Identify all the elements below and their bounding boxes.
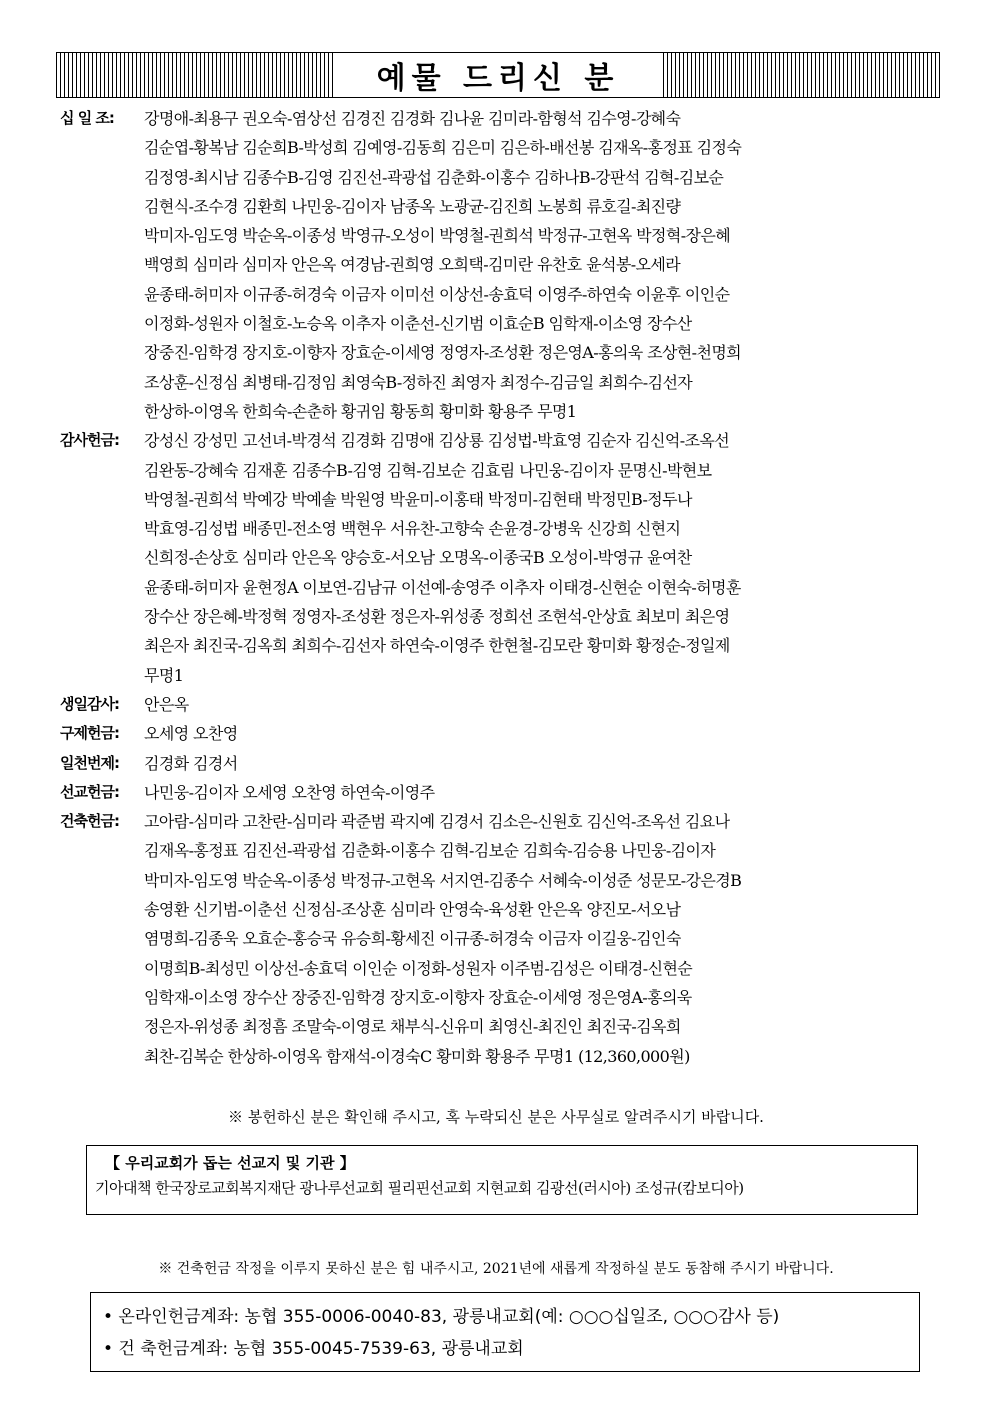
- donor-line: 이명희B-최성민 이상선-송효덕 이인순 이정화-성원자 이주범-김성은 이태경-신현순: [144, 958, 693, 978]
- donor-line: 박미자-임도영 박순옥-이종성 박정규-고현옥 서지연-김종수 서혜숙-이성준 성문모-강은경B: [144, 870, 742, 890]
- donor-line: 강명애-최용구 권오숙-염상선 김경진 김경화 김나윤 김미라-함형석 김수영-강혜숙: [144, 109, 681, 128]
- donor-lines: [144, 719, 940, 748]
- donor-line: 윤종태-허미자 이규종-허경숙 이금자 이미선 이상선-송효덕 이영주-하연숙 이윤후 이인순: [144, 284, 730, 304]
- mission-title: 【 우리교회가 돕는 선교지 및 기관 】: [105, 1154, 355, 1172]
- page-title: 예물 드리신 분: [376, 61, 620, 96]
- donor-line: 박영철-권희석 박예강 박예솔 박원영 박윤미-이홍태 박정미-김현태 박정민B-정두나: [144, 489, 692, 509]
- donor-line: 이정화-성원자 이철호-노승옥 이추자 이춘선-신기범 이효순B 임학재-이소영 장수산: [144, 314, 692, 334]
- donor-line: 임학재-이소영 장수산 장중진-임학경 장지호-이향자 장효순-이세영 정은영A-홍의욱: [144, 987, 692, 1007]
- donor-line: 무명1: [144, 665, 184, 685]
- mission-box: [86, 1145, 918, 1215]
- donor-line: 장수산 장은혜-박정혁 정영자-조성환 정은자-위성종 정희선 조현석-안상효 최보미 최은영: [144, 607, 730, 627]
- offering-section: [60, 778, 940, 807]
- donor-line: 한상하-이영옥 한희숙-손춘하 황귀임 황동희 황미화 황용주 무명1: [144, 401, 577, 421]
- section-label: 구제헌금:: [60, 724, 119, 743]
- offering-section: [60, 690, 940, 719]
- offering-section: [60, 426, 940, 690]
- title-box: [333, 52, 663, 98]
- donor-line: 나민웅-김이자 오세영 오찬영 하연숙-이영주: [144, 782, 435, 802]
- donor-line: 김경화 김경서: [144, 753, 238, 773]
- donor-line: 최은자 최진국-김옥희 최희수-김선자 하연숙-이영주 한현철-김모란 황미화 황정순-정일제: [144, 636, 730, 656]
- donor-line: 고아람-심미라 고찬란-심미라 곽준범 곽지예 김경서 김소은-신원호 김신억-조옥선 김요나: [144, 812, 730, 832]
- donor-line: 장중진-임학경 장지호-이향자 장효순-이세영 정영자-조성환 정은영A-홍의욱 조상현-천명희: [144, 343, 742, 363]
- account-box: [90, 1292, 920, 1372]
- title-stripes-left: [56, 52, 333, 98]
- section-label: 감사헌금:: [60, 431, 119, 450]
- donor-line: 백영희 심미라 심미자 안은옥 여경남-권희영 오희택-김미란 유찬호 윤석봉-오세라: [144, 255, 681, 275]
- donor-lines: [144, 104, 940, 426]
- section-label: 건축헌금:: [60, 812, 119, 831]
- donor-line: 김재옥-홍정표 김진선-곽광섭 김춘화-이홍수 김혁-김보순 김희숙-김승용 나민웅-김이자: [144, 841, 716, 861]
- donor-lines: [144, 749, 940, 778]
- donor-line: 김순엽-황복남 김순희B-박성희 김예영-김동희 김은미 김은하-배선봉 김재옥-홍정표 김정숙: [144, 138, 742, 158]
- donor-lines: [144, 807, 940, 1071]
- title-stripes-right: [663, 52, 940, 98]
- donor-line: 신희정-손상호 심미라 안은옥 양승호-서오남 오명옥-이종국B 오성이-박영규 윤여찬: [144, 548, 692, 568]
- donor-line: 박미자-임도영 박순옥-이종성 박영규-오성이 박영철-권희석 박정규-고현옥 박정혁-장은혜: [144, 226, 731, 246]
- donor-line: 정은자-위성종 최정흠 조말숙-이영로 채부식-신유미 최영신-최진인 최진국-김옥희: [144, 1017, 681, 1037]
- donor-line: 김완동-강혜숙 김재훈 김종수B-김영 김혁-김보순 김효림 나민웅-김이자 문명신-박현보: [144, 460, 712, 480]
- account-online: • 온라인헌금계좌: 농협 355-0006-0040-83, 광릉내교회(예: ○○○십일조, ○○○감사 등): [103, 1307, 780, 1327]
- section-label: 생일감사:: [60, 694, 119, 713]
- title-band: [56, 52, 940, 98]
- offering-section: [60, 749, 940, 778]
- donor-lines: [144, 778, 940, 807]
- offering-list: [60, 104, 940, 1071]
- section-label: 일천번제:: [60, 753, 119, 772]
- section-label: 십 일 조:: [60, 109, 114, 127]
- offering-section: [60, 807, 940, 1071]
- donor-line: 윤종태-허미자 윤현정A 이보연-김남규 이선예-송영주 이추자 이태경-신현순 이현숙-허명훈: [144, 577, 741, 597]
- donor-line: 강성신 강성민 고선녀-박경석 김경화 김명애 김상룡 김성법-박효영 김순자 김신억-조옥선: [144, 431, 730, 451]
- donor-line: 박효영-김성법 배종민-전소영 백현우 서유찬-고향숙 손윤경-강병욱 신강희 신현지: [144, 519, 681, 539]
- donor-line: 안은옥: [144, 694, 189, 714]
- donor-line: 김정영-최시남 김종수B-김영 김진선-곽광섭 김춘화-이홍수 김하나B-강판석 김혁-김보순: [144, 167, 724, 187]
- donor-line: 최찬-김복순 한상하-이영옥 함재석-이경숙C 황미화 황용주 무명1 (12,360,000원): [144, 1046, 690, 1066]
- donor-line: 염명희-김종욱 오효순-홍승국 유승희-황세진 이규종-허경숙 이금자 이길웅-김인숙: [144, 929, 681, 949]
- account-building: • 건 축헌금계좌: 농협 355-0045-7539-63, 광릉내교회: [103, 1339, 524, 1359]
- donor-line: 김현식-조수경 김환희 나민웅-김이자 남종옥 노광균-김진희 노봉희 류호길-최진량: [144, 196, 681, 216]
- donor-line: 조상훈-신정심 최병태-김정임 최영숙B-정하진 최영자 최정수-김금일 최희수-김선자: [144, 372, 693, 392]
- offering-section: [60, 104, 940, 426]
- section-label: 선교헌금:: [60, 782, 119, 801]
- building-notice: ※ 건축헌금 작정을 이루지 못하신 분은 힘 내주시고, 2021년에 새롭게 작정하실 분도 동참해 주시기 바랍니다.: [158, 1261, 834, 1277]
- offering-section: [60, 719, 940, 748]
- donor-line: 송영환 신기범-이춘선 신정심-조상훈 심미라 안영숙-육성환 안은옥 양진모-서오남: [144, 900, 681, 920]
- mission-list: 기아대책 한국장로교회복지재단 광나루선교회 필리핀선교회 지현교회 김광선(러시아) 조성규(캄보디아): [95, 1179, 744, 1197]
- donor-lines: [144, 690, 940, 719]
- donor-line: 오세영 오찬영: [144, 724, 238, 744]
- confirm-notice: ※ 봉헌하신 분은 확인해 주시고, 혹 누락되신 분은 사무실로 알려주시기 바랍니다.: [228, 1108, 764, 1126]
- donor-lines: [144, 426, 940, 690]
